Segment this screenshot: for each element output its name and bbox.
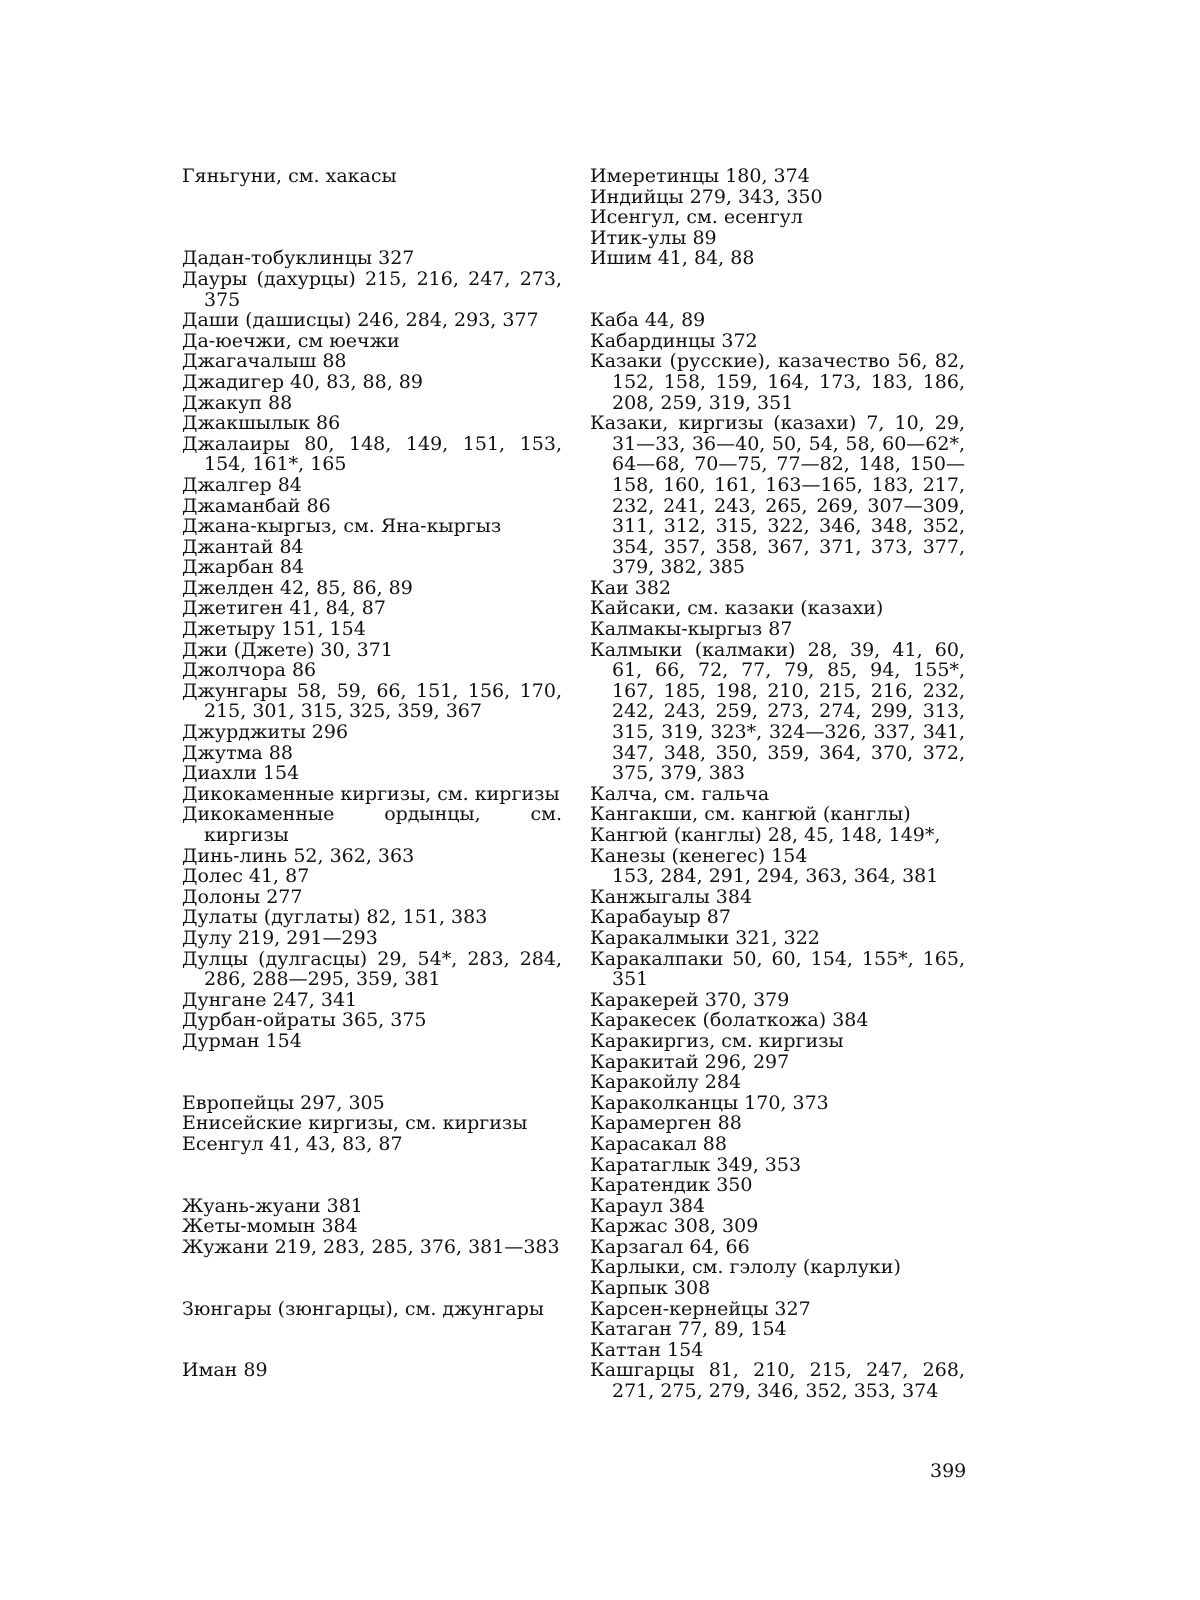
index-entry: Да-юечжи, см юечжи [182,329,400,352]
index-entry: Дикокаменные ордынцы, см. киргизы [182,803,562,847]
index-entry: Долес 41, 87 [182,865,310,888]
index-entry: Каи 382 [590,576,672,599]
index-entry: Катаган 77, 89, 154 [590,1318,787,1341]
index-entry: Каракитай 296, 297 [590,1050,790,1073]
index-column-right [590,166,965,1402]
index-entry: Каржас 308, 309 [590,1215,759,1238]
index-entry: Каракалмыки 321, 322 [590,926,820,949]
index-entry: Кангакши, см. кангюй (канглы) [590,803,911,826]
index-entry: Джарбан 84 [182,556,305,579]
index-entry: Казаки (русские), казачество 56, 82, 152, 158, 159, 164, 173, 183, 186, 208, 259, 319, 351 [590,350,965,414]
index-column-left [182,166,562,1381]
index-entry: Жуань-жуани 381 [182,1194,363,1217]
page-number: 399 [930,1460,967,1482]
index-entry: Карпык 308 [590,1277,711,1300]
index-entry: Джунгары 58, 59, 66, 151, 156, 170, 215, 301, 315, 325, 359, 367 [182,679,562,723]
index-entry: Кашгарцы 81, 210, 215, 247, 268, 271, 275, 279, 346, 352, 353, 374 [590,1359,965,1403]
index-entry: Каратаглык 349, 353 [590,1153,802,1176]
index-entry: Джалгер 84 [182,473,302,496]
index-entry: Дикокаменные киргизы, см. киргизы [182,782,560,805]
index-entry: Караколканцы 170, 373 [590,1091,829,1114]
index-entry: Джи (Джете) 30, 371 [182,638,393,661]
index-entry: Индийцы 279, 343, 350 [590,185,823,208]
index-entry: Джалаиры 80, 148, 149, 151, 153, 154, 161*, 165 [182,432,562,476]
section-gap [182,1319,562,1360]
index-entry: Калмакы-кыргыз 87 [590,618,793,641]
index-entry: Джолчора 86 [182,659,317,682]
index-entry: Каракойлу 284 [590,1071,742,1094]
index-entry: Джелден 42, 85, 86, 89 [182,576,413,599]
index-entry: Каба 44, 89 [590,309,706,332]
index-entry: Долоны 277 [182,885,303,908]
index-entry: Динь-линь 52, 362, 363 [182,844,415,867]
index-entry: Енисейские киргизы, см. киргизы [182,1112,528,1135]
index-entry: Дурбан-ойраты 365, 375 [182,1009,427,1032]
index-entry: Джакшылык 86 [182,412,341,435]
index-entry: Жеты-момын 384 [182,1215,358,1238]
index-entry: Калча, см. гальча [590,782,770,805]
index-entry: Итик-улы 89 [590,226,717,249]
index-entry: Джетиген 41, 84, 87 [182,597,386,620]
index-entry: Карлыки, см. гэлолу (карлуки) [590,1256,901,1279]
index-entry: Дулаты (дуглаты) 82, 151, 383 [182,906,488,929]
index-entry: Джадигер 40, 83, 88, 89 [182,370,423,393]
index-entry: Европейцы 297, 305 [182,1091,385,1114]
index-entry: Канжыгалы 384 [590,885,753,908]
index-entry: Калмыки (калмаки) 28, 39, 41, 60, 61, 66, 72, 77, 79, 85, 94, 155*, 167, 185, 198, 210, 215, 216, 232, 242, 243, 259, 273, 274, 299, 313, 315, 319, 323*, 324—326, 337, 341, 347, 348, 350, 359, 364, 370, 372, 375, 379, 383 [590,638,965,785]
index-entry: Каракесек (болаткожа) 384 [590,1009,869,1032]
index-entry: Дулу 219, 291—293 [182,926,378,949]
index-entry: Ишим 41, 84, 88 [590,247,755,270]
index-entry: Карсен-кернейцы 327 [590,1297,811,1320]
index-entry: Каракиргиз, см. киргизы [590,1029,844,1052]
index-entry: Каракерей 370, 379 [590,988,790,1011]
index-entry: Дадан-тобуклинцы 327 [182,247,415,270]
section-gap [590,269,965,310]
index-entry: Джагачалыш 88 [182,350,347,373]
index-entry: Дулцы (дулгасцы) 29, 54*, 283, 284, 286, 288—295, 359, 381 [182,947,562,991]
index-entry: Дунгане 247, 341 [182,988,358,1011]
index-entry: Каттан 154 [590,1338,704,1361]
index-entry: Джетыру 151, 154 [182,618,366,641]
index-entry: Имеретинцы 180, 374 [590,165,810,187]
index-entry: Исенгул, см. есенгул [590,206,803,229]
index-entry: Иман 89 [182,1359,268,1382]
index-entry: Гяньгуни, см. хакасы [182,165,397,187]
index-entry: Дауры (дахурцы) 215, 216, 247, 273, 375 [182,267,562,311]
index-entry: Карасакал 88 [590,1132,727,1155]
index-entry: Джакуп 88 [182,391,293,414]
index-entry: Казаки, киргизы (казахи) 7, 10, 29, 31—33, 36—40, 50, 54, 58, 60—62*, 64—68, 70—75, 77—82, 148, 150—158, 160, 161, 163—165, 183, 217, 232, 241, 243, 265, 269, 307—309, 311, 312, 315, 322, 346, 348, 352, 354, 357, 358, 367, 371, 373, 377, 379, 382, 385 [590,412,965,579]
index-entry: Джана-кыргыз, см. Яна-кыргыз [182,515,502,538]
index-entry: Зюнгары (зюнгарцы), см. джунгары [182,1297,544,1320]
index-entry: Джантай 84 [182,535,304,558]
index-entry: Канезы (кенегес) 154 [590,844,808,867]
index-entry: Даши (дашисцы) 246, 284, 293, 377 [182,309,539,332]
index-entry: Есенгул 41, 43, 83, 87 [182,1132,403,1155]
index-entry: Жужани 219, 283, 285, 376, 381—383 [182,1235,560,1258]
index-entry: Карабауыр 87 [590,906,731,929]
section-gap [182,1155,562,1196]
index-entry: 153, 284, 291, 294, 363, 364, 381 [612,865,939,888]
index-entry: Джутма 88 [182,741,293,764]
section-gap [182,187,562,249]
index-entry: Каратендик 350 [590,1174,753,1197]
index-entry: Карамерген 88 [590,1112,742,1135]
index-entry: Дурман 154 [182,1029,302,1052]
index-entry: Диахли 154 [182,762,300,785]
index-entry: Караул 384 [590,1194,706,1217]
index-entry: Кабардинцы 372 [590,329,758,352]
index-entry: Джаманбай 86 [182,494,331,517]
index-entry: Кайсаки, см. казаки (казахи) [590,597,884,620]
section-gap [182,1052,562,1093]
index-entry: Каракалпаки 50, 60, 154, 155*, 165, 351 [590,947,965,991]
section-gap [182,1257,562,1298]
index-entry: Кангюй (канглы) 28, 45, 148, 149*, [590,824,941,846]
index-entry: Джурджиты 296 [182,721,349,744]
index-entry: Карзагал 64, 66 [590,1235,750,1258]
